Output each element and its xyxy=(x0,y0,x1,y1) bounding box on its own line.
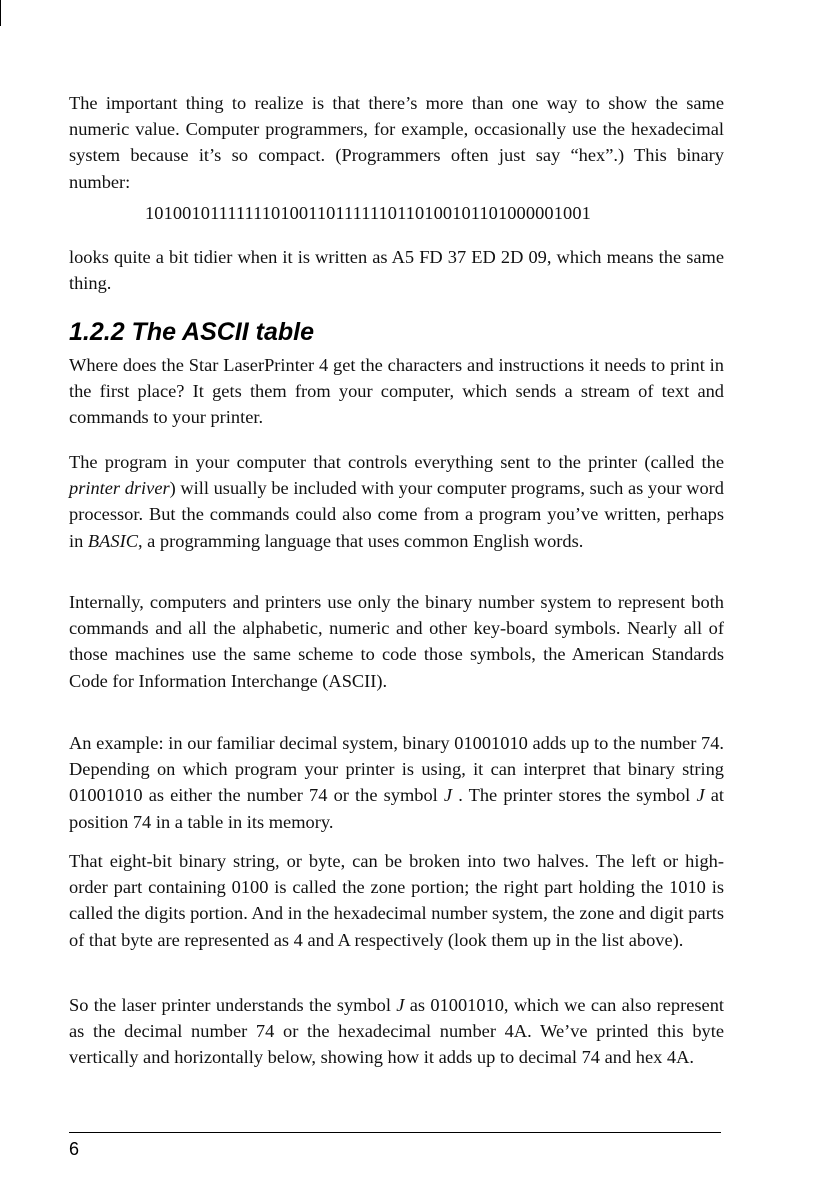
paragraph-hex-tidier: looks quite a bit tidier when it is written as A5 FD 37 ED 2D 09, which means the same thing. xyxy=(69,247,724,294)
text-segment: An example: in our familiar decimal system, binary 01001010 adds up to the number 74. Depending on which program your printer is using, it can interpret that binary string 01001010 as either the number 74 or the symbol xyxy=(69,733,724,806)
symbol-j: J xyxy=(696,785,705,806)
text-segment: . The printer stores the symbol xyxy=(452,785,697,806)
symbol-j: J xyxy=(396,995,405,1015)
text-segment: as 01001010, which we can also represent as the decimal number 74 or the hexadecimal number 4A. We’ve printed this byte vertically and horizontally below, showing how it adds up to decimal 74 and hex 4A. xyxy=(69,995,724,1068)
text-segment: So the laser printer understands the symbol xyxy=(69,995,397,1015)
text-segment: The program in your computer that controls everything sent to the printer (called the xyxy=(69,452,724,472)
paragraph-where-characters: Where does the Star LaserPrinter 4 get the characters and instructions it needs to print in the first place? It gets them from your computer, which sends a stream of text and commands to your printer. xyxy=(69,355,724,428)
term-basic: BASIC xyxy=(87,530,138,551)
section-heading: 1.2.2 The ASCII table xyxy=(69,318,314,346)
binary-number: 1010010111111101001101111110110100101101000001001 xyxy=(145,203,591,223)
paragraph-hex-intro: The important thing to realize is that there’s more than one way to show the same numeric value. Computer programmers, for example, occasionally use the hexadecimal system because it’s so compact. (Programmers often just say “hex”.) This binary number: xyxy=(69,93,724,192)
page-number: 6 xyxy=(69,1139,80,1159)
scan-edge-mark xyxy=(0,0,1,26)
paragraph-zone-digits: That eight-bit binary string, or byte, can be broken into two halves. The left or high-order part containing 0100 is called the zone portion; the right part holding the 1010 is called the digits portion. And in the hexadecimal number system, the zone and digit parts of that byte are represented as 4 and A respectively (look them up in the list above). xyxy=(69,851,724,950)
paragraph-byte-representation xyxy=(69,992,724,1071)
text-segment: , a programming language that uses common English words. xyxy=(137,530,584,551)
text-segment: ) will usually be included with your computer programs, such as your word processor. But the commands could also come from a program you’ve written, perhaps in xyxy=(69,478,724,551)
footer-rule xyxy=(69,1132,721,1133)
paragraph-binary-example xyxy=(69,730,724,835)
paragraph-printer-driver xyxy=(69,449,724,554)
term-printer-driver: printer driver xyxy=(69,478,170,499)
symbol-j: J xyxy=(443,785,453,806)
text-segment: at position 74 in a table in its memory. xyxy=(69,785,725,832)
paragraph-ascii-definition: Internally, computers and printers use only the binary number system to represent both commands and all the alphabetic, numeric and other key-board symbols. Nearly all of those machines use the same scheme to code those symbols, the American Standards Code for Information Interchange (ASCII). xyxy=(69,592,724,691)
